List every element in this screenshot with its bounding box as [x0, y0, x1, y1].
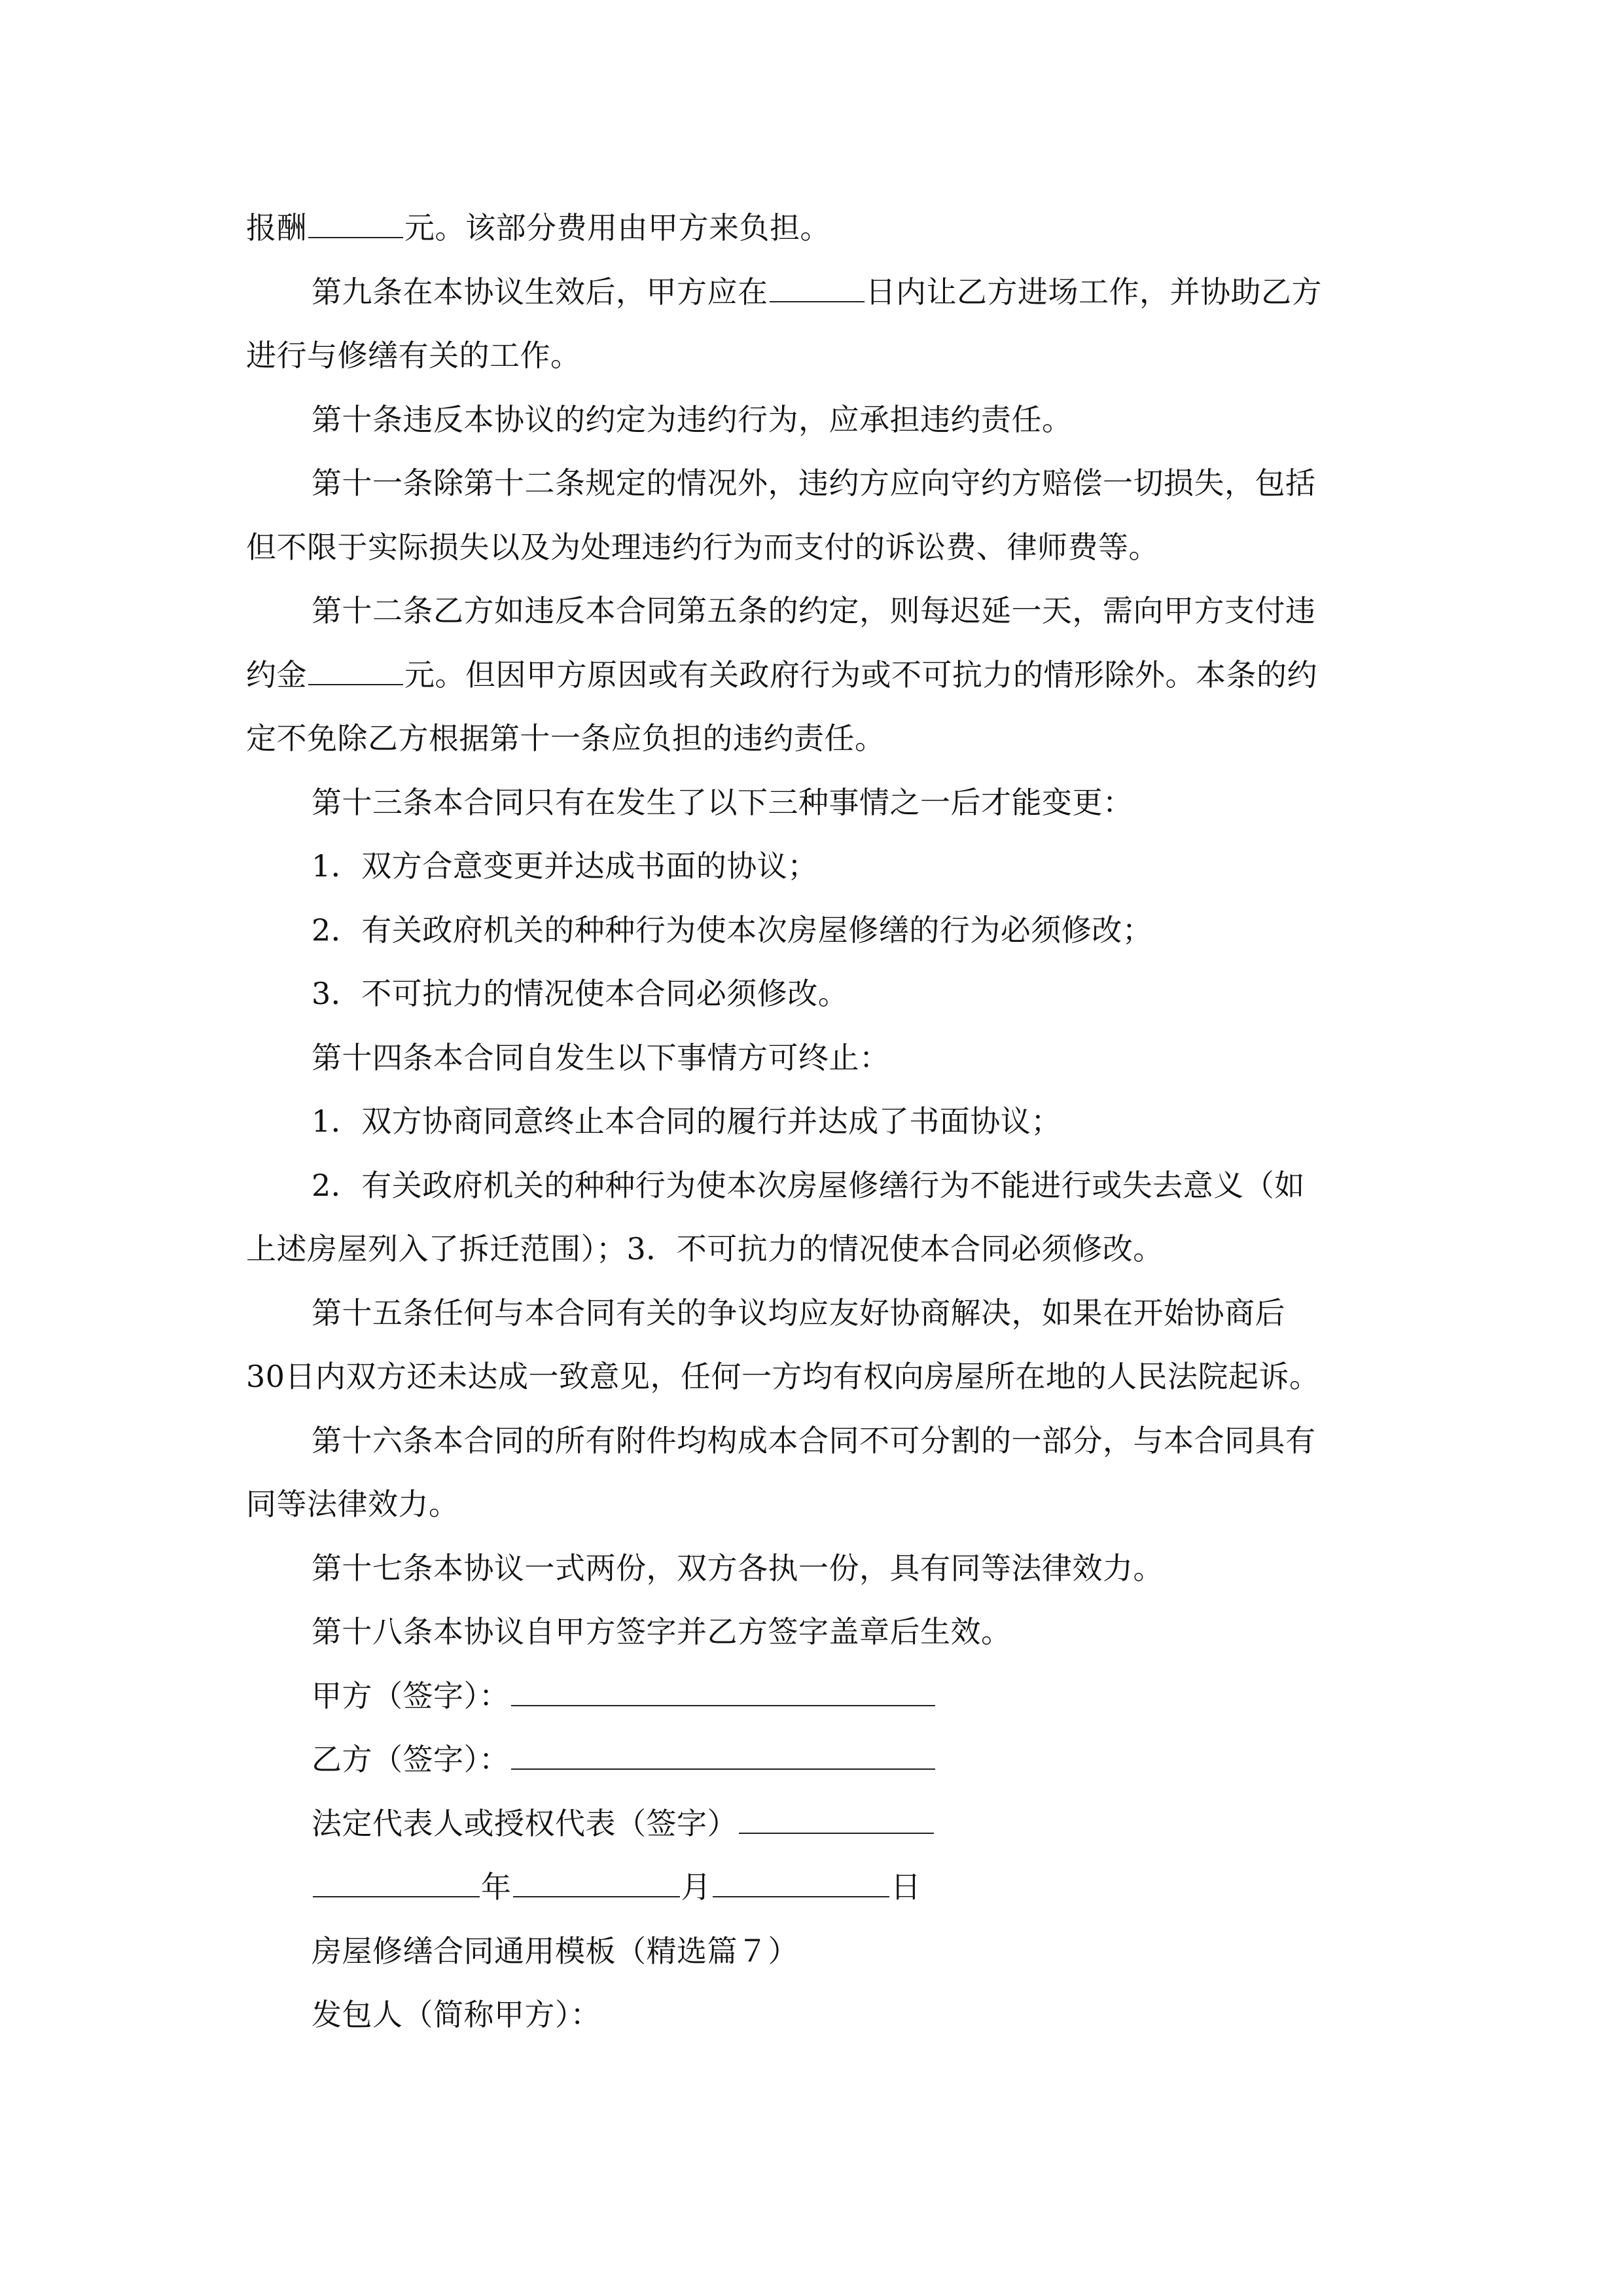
signature-label: 甲方（签字）： — [312, 1677, 510, 1713]
paragraph-line: 进行与修缮有关的工作。 — [246, 338, 581, 373]
date-line — [246, 1856, 1385, 1920]
article-9 — [246, 260, 1385, 325]
year-blank — [313, 1870, 480, 1897]
article-11: 第十一条除第十二条规定的情况外，违约方应向守约方赔偿一切损失，包括 — [312, 465, 1316, 501]
list-item: 2．有关政府机关的种种行为使本次房屋修缮行为不能进行或失去意义（如 — [312, 1167, 1305, 1203]
article-10: 第十条违反本协议的约定为违约行为，应承担违约责任。 — [312, 401, 1073, 437]
section-title: 房屋修缮合同通用模板（精选篇７） — [312, 1933, 798, 1969]
day-label: 日 — [891, 1869, 921, 1905]
article-16: 第十六条本合同的所有附件均构成本合同不可分割的一部分，与本合同具有 — [312, 1422, 1316, 1458]
fill-in-blank — [770, 275, 865, 302]
signature-label: 乙方（签字）： — [312, 1742, 510, 1777]
fill-in-blank — [308, 211, 403, 238]
list-item: 1．双方协商同意终止本合同的履行并达成了书面协议； — [312, 1103, 1061, 1139]
article-12: 第十二条乙方如违反本合同第五条的约定，则每迟延一天，需向甲方支付违 — [312, 593, 1316, 628]
contract-text — [246, 196, 1385, 2047]
signature-blank — [511, 1742, 935, 1770]
list-item: 3．不可抗力的情况使本合同必须修改。 — [312, 976, 849, 1011]
article-17: 第十七条本协议一式两份，双方各执一份，具有同等法律效力。 — [312, 1550, 1164, 1586]
paragraph-line: 但不限于实际损失以及为处理违约行为而支付的诉讼费、律师费等。 — [246, 529, 1159, 565]
month-blank — [513, 1870, 680, 1897]
text-fragment: 日内让乙方进场工作，并协助乙方 — [865, 274, 1322, 310]
article-13: 第十三条本合同只有在发生了以下三种事情之一后才能变更： — [312, 784, 1133, 820]
article-14: 第十四条本合同自发生以下事情方可终止： — [312, 1039, 890, 1075]
paragraph-line: 30日内双方还未达成一致意见，任何一方均有权向房屋所在地的人民法院起诉。 — [246, 1359, 1320, 1394]
list-item: 1．双方合意变更并达成书面的协议； — [312, 848, 818, 884]
text-fragment: 报酬 — [246, 210, 307, 245]
party-b-signature — [246, 1728, 1385, 1792]
paragraph-line: 定不免除乙方根据第十一条应负担的违约责任。 — [246, 721, 885, 756]
signature-label: 法定代表人或授权代表（签字） — [312, 1805, 738, 1841]
article-18: 第十八条本协议自甲方签字并乙方签字盖章后生效。 — [312, 1614, 1012, 1649]
paragraph-line: 上述房屋列入了拆迁范围）；3．不可抗力的情况使本合同必须修改。 — [246, 1231, 1164, 1266]
day-blank — [713, 1870, 889, 1897]
text-fragment: 约金 — [246, 656, 307, 692]
text-fragment: 元。该部分费用由甲方来负担。 — [404, 210, 830, 245]
legal-representative-signature — [246, 1792, 1385, 1856]
text-fragment: 元。但因甲方原因或有关政府行为或不可抗力的情形除外。本条的约 — [404, 656, 1317, 692]
year-label: 年 — [481, 1869, 512, 1905]
paragraph-line: 发包人（简称甲方）： — [312, 1997, 601, 2032]
fill-in-blank — [308, 658, 403, 685]
signature-blank — [739, 1806, 934, 1834]
list-item: 2．有关政府机关的种种行为使本次房屋修缮的行为必须修改； — [312, 912, 1153, 948]
signature-blank — [511, 1679, 935, 1706]
paragraph-line: 同等法律效力。 — [246, 1486, 459, 1522]
paragraph-line — [246, 196, 1385, 260]
text-fragment: 第九条在本协议生效后，甲方应在 — [312, 274, 768, 310]
month-label: 月 — [681, 1869, 711, 1905]
party-a-signature — [246, 1664, 1385, 1729]
paragraph-line — [246, 643, 1385, 708]
article-15: 第十五条任何与本合同有关的争议均应友好协商解决，如果在开始协商后 — [312, 1295, 1285, 1331]
